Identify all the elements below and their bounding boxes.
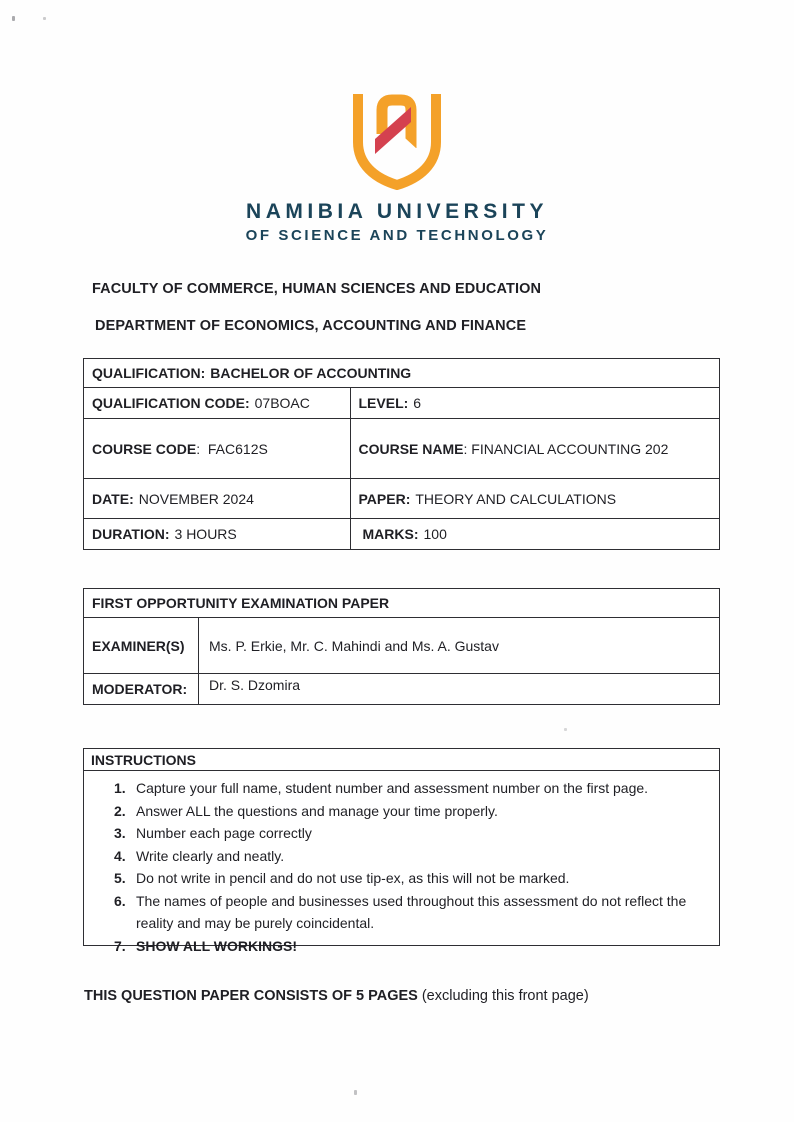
instruction-number: 2. [114,802,126,819]
scan-artifact [12,16,15,21]
marks-value: 100 [423,526,447,542]
date-cell [84,479,350,518]
table-row [84,359,719,387]
qualification-code-cell [84,388,350,418]
exam-title-cell [84,589,719,617]
instruction-text: Write clearly and neatly. [136,847,285,864]
instruction-number: 5. [114,870,126,886]
scan-artifact [43,17,46,20]
marks-label: MARKS: [362,526,419,542]
course-code-cell [84,419,350,478]
course-details-table [83,358,720,550]
scan-artifact [564,728,567,731]
instruction-number: 7. [114,937,126,954]
course-code-label: COURSE CODE [92,440,197,457]
table-row [84,518,719,549]
exam-paper-table [83,588,720,705]
logo-wordmark-line1: NAMIBIA UNIVERSITY [246,200,548,223]
table-row [84,478,719,518]
paper-label: PAPER: [358,490,411,507]
instructions-list [84,771,719,957]
instruction-text: Do not write in pencil and do not use tip-ex, as this will not be marked. [136,870,570,886]
instruction-text: Capture your full name, student number and assessment number on the first page. [136,780,649,796]
moderator-value: Dr. S. Dzomira [209,677,301,693]
instruction-item [114,867,711,890]
table-row [84,673,719,704]
instruction-item [114,935,711,958]
instruction-number: 4. [114,847,126,864]
level-cell [350,388,720,418]
course-name-value: : FINANCIAL ACCOUNTING 202 [463,440,669,457]
faculty-heading: FACULTY OF COMMERCE, HUMAN SCIENCES AND EDUCATION [92,281,542,297]
examiners-label: EXAMINER(S) [92,637,185,654]
page-count-bold-text: THIS QUESTION PAPER CONSISTS OF 5 PAGES [84,988,418,1004]
duration-cell [84,519,350,549]
moderator-value-cell [198,674,719,704]
instruction-item [114,845,711,868]
qualification-label: QUALIFICATION: [92,365,206,381]
instruction-item [114,890,711,935]
level-label: LEVEL: [358,395,409,411]
duration-label: DURATION: [92,526,170,542]
logo-wordmark-line2: OF SCIENCE AND TECHNOLOGY [245,227,549,244]
instructions-box [83,748,720,954]
instruction-item [114,777,711,800]
page-count-statement [84,988,589,1004]
examiners-label-cell [84,618,198,673]
qualification-code-label: QUALIFICATION CODE: [92,395,250,411]
instruction-item [114,822,711,845]
table-row [84,589,719,617]
instruction-number: 3. [114,825,126,841]
table-row [84,617,719,673]
instruction-text: SHOW ALL WORKINGS! [136,937,297,954]
examiners-value-cell [198,618,719,673]
course-name-cell [350,419,720,478]
table-row [84,418,719,478]
logo-shield-outline [358,94,436,185]
instruction-item [114,800,711,823]
qualification-code-value: 07BOAC [254,395,310,411]
course-name-label: COURSE NAME [358,440,464,457]
course-code-value: : FAC612S [196,440,268,457]
instruction-text: Answer ALL the questions and manage your time properly. [136,802,498,819]
moderator-label: MODERATOR: [92,681,188,697]
examiners-value: Ms. P. Erkie, Mr. C. Mahindi and Ms. A. Gustav [209,637,499,654]
instruction-text: The names of people and businesses used throughout this assessment do not reflect the reality and may be purely coincidental. [136,892,687,931]
department-heading: DEPARTMENT OF ECONOMICS, ACCOUNTING AND FINANCE [95,318,527,334]
university-shield-icon [349,92,445,190]
instruction-text: Number each page correctly [136,825,312,841]
paper-value: THEORY AND CALCULATIONS [415,490,617,507]
table-row [84,387,719,418]
instruction-number: 6. [114,892,126,909]
level-value: 6 [413,395,422,411]
paper-cell [350,479,720,518]
page-count-normal-text: (excluding this front page) [417,988,589,1004]
date-label: DATE: [92,490,134,507]
instruction-number: 1. [114,780,126,796]
marks-cell [350,519,720,549]
scan-artifact [354,1090,357,1095]
moderator-label-cell [84,674,198,704]
exam-paper-title: FIRST OPPORTUNITY EXAMINATION PAPER [92,595,390,611]
duration-value: 3 HOURS [174,526,237,542]
qualification-cell [84,359,719,387]
instructions-title: INSTRUCTIONS [84,749,719,771]
date-value: NOVEMBER 2024 [138,490,254,507]
university-logo-block [0,92,794,244]
qualification-value: BACHELOR OF ACCOUNTING [210,365,412,381]
